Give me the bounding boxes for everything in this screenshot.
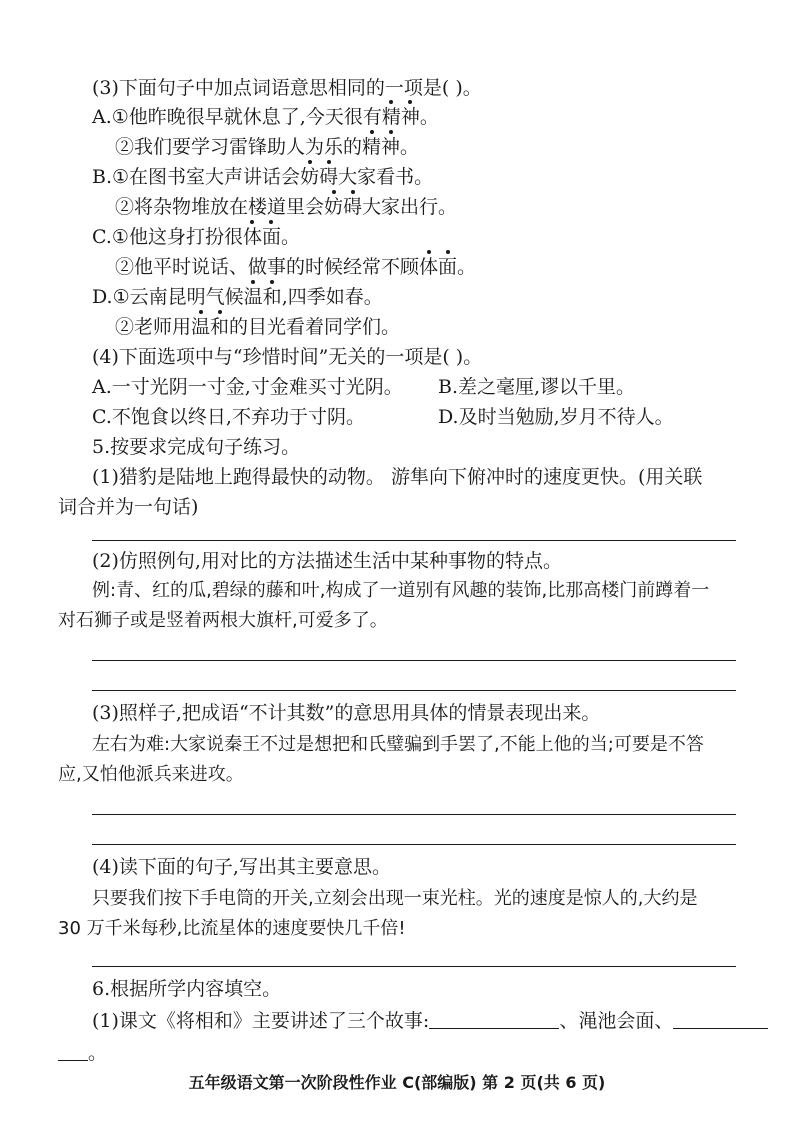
emphasis-char: 神	[400, 106, 420, 128]
fill-blank[interactable]	[429, 1008, 559, 1029]
q3-option-b1	[92, 164, 433, 190]
sentence-text: 。	[280, 226, 300, 248]
sentence-text: ①他这身打扮很	[111, 226, 243, 248]
answer-line[interactable]	[92, 540, 736, 541]
emphasis-char: 妨	[324, 196, 344, 218]
emphasis-char: 体	[242, 226, 262, 248]
page-footer: 五年级语文第一次阶段性作业 C(部编版) 第 2 页(共 6 页)	[188, 1073, 606, 1092]
q3-option-b2	[115, 194, 457, 220]
q5-3-example-line2: 应,又怕他派兵来进攻。	[58, 764, 244, 785]
emphasis-char: 和	[210, 316, 230, 338]
dotted-word	[243, 226, 281, 248]
q4-option-a: A.一寸光阴一寸金,寸金难买寸光阴。	[92, 376, 403, 398]
sentence-text: 大家看书。	[338, 166, 434, 188]
q6-1-line1	[92, 1008, 768, 1034]
answer-line[interactable]	[92, 690, 736, 691]
dotted-word	[300, 166, 338, 188]
emphasis-char: 面	[261, 226, 281, 248]
answer-line[interactable]	[92, 660, 736, 661]
emphasis-char: 体	[419, 256, 439, 278]
q5-4-stem: (4)读下面的句子,写出其主要意思。	[92, 856, 391, 878]
dotted-word	[362, 136, 400, 158]
answer-line[interactable]	[92, 814, 736, 815]
q4-option-d: D.及时当勉励,岁月不待人。	[438, 406, 674, 428]
option-label: C.	[92, 226, 112, 248]
emphasis-char: 神	[381, 136, 401, 158]
sentence-text: 大家出行。	[362, 196, 458, 218]
q4-option-c: C.不饱食以终日,不弃功于寸阴。	[92, 406, 365, 428]
q5-4-text-line1: 只要我们按下手电筒的开关,立刻会出现一束光柱。光的速度是惊人的,大约是	[92, 888, 698, 909]
q5-title: 5.按要求完成句子练习。	[92, 436, 301, 458]
q5-3-stem: (3)照样子,把成语“不计其数”的意思用具体的情景表现出来。	[92, 702, 601, 724]
q3-stem: (3)下面句子中加点词语意思相同的一项是( )。	[92, 77, 482, 99]
option-label: D.	[92, 286, 113, 308]
emphasis-char: 面	[438, 256, 458, 278]
sentence-text: 。	[457, 256, 477, 278]
q3-option-a2	[115, 134, 419, 160]
emphasis-char: 精	[362, 136, 382, 158]
emphasis-char: 碍	[319, 166, 339, 188]
q3-option-d1	[92, 284, 383, 310]
sentence-text: ①他昨晚很早就休息了,今天很有	[111, 106, 382, 128]
sentence-text: (1)课文《将相和》主要讲述了三个故事:	[92, 1010, 430, 1032]
sentence-text: ②老师用	[115, 316, 192, 338]
q3-option-a1	[92, 104, 439, 130]
dotted-word	[324, 196, 362, 218]
sentence-text: 。	[400, 136, 420, 158]
sentence-text: ②我们要学习雷锋助人为乐的	[115, 136, 363, 158]
option-label: A.	[92, 106, 112, 128]
sentence-text: 的目光看着同学们。	[229, 316, 401, 338]
q5-2-example-line2: 对石狮子或是竖着两根大旗杆,可爱多了。	[58, 610, 388, 631]
emphasis-char: 精	[381, 106, 401, 128]
q3-option-c2	[115, 254, 476, 280]
answer-line[interactable]	[92, 844, 736, 845]
q5-1-line1: (1)猎豹是陆地上跑得最快的动物。 游隼向下俯冲时的速度更快。(用关联	[92, 466, 703, 488]
emphasis-char: 和	[262, 286, 282, 308]
q5-1-line2: 词合并为一句话)	[58, 496, 199, 518]
sentence-text: ,四季如春。	[281, 286, 383, 308]
fill-blank[interactable]	[673, 1008, 768, 1029]
q3-option-d2	[115, 314, 400, 340]
q4-option-b: B.差之毫厘,谬以千里。	[438, 376, 636, 398]
dotted-word	[191, 316, 229, 338]
sentence-text: ②将杂物堆放在楼道里会	[115, 196, 325, 218]
emphasis-char: 妨	[300, 166, 320, 188]
option-label: B.	[92, 166, 113, 188]
sentence-text: ①在图书室大声讲话会	[112, 166, 301, 188]
fill-blank[interactable]	[58, 1040, 88, 1061]
sentence-text: 。	[419, 106, 439, 128]
emphasis-char: 碍	[343, 196, 363, 218]
dotted-word	[382, 106, 420, 128]
dotted-word	[244, 286, 282, 308]
q6-1-line2	[58, 1040, 107, 1066]
answer-line[interactable]	[92, 966, 736, 967]
q5-3-example-line1: 左右为难:大家说秦王不过是想把和氏璧骗到手罢了,不能上他的当;可要是不答	[92, 734, 704, 755]
q5-4-text-line2: 30 万千米每秒,比流星体的速度要快几千倍!	[58, 918, 406, 939]
emphasis-char: 温	[243, 286, 263, 308]
emphasis-char: 温	[191, 316, 211, 338]
q6-title: 6.根据所学内容填空。	[92, 978, 282, 1000]
q5-2-stem: (2)仿照例句,用对比的方法描述生活中某种事物的特点。	[92, 550, 562, 572]
sentence-text: ①云南昆明气候	[112, 286, 244, 308]
q4-stem: (4)下面选项中与“珍惜时间”无关的一项是( )。	[92, 346, 483, 368]
q3-option-c1	[92, 224, 300, 250]
dotted-word	[419, 256, 457, 278]
sentence-text: 、渑池会面、	[559, 1010, 674, 1032]
sentence-text: 。	[88, 1042, 108, 1064]
q5-2-example-line1: 例:青、红的瓜,碧绿的藤和叶,构成了一道别有风趣的装饰,比那高楼门前蹲着一	[92, 580, 710, 601]
sentence-text: ②他平时说话、做事的时候经常不顾	[115, 256, 420, 278]
